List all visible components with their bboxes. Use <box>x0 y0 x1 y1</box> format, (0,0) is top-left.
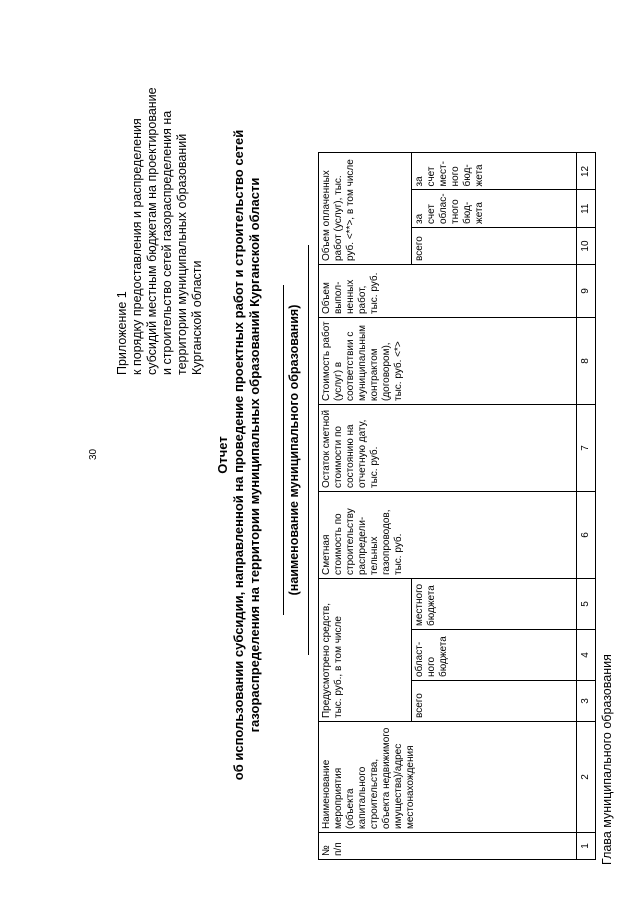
appendix-header <box>115 15 205 375</box>
report-title-line: газораспределения на территории муниципальных образований Курганской области <box>247 177 262 733</box>
header-cell-contract: Стоимость работ (услуг) в соответствии с муниципальным контрактом (договором), тыс. руб. <*> <box>319 318 577 405</box>
report-title-line: Отчет <box>215 436 230 474</box>
column-number: 6 <box>577 492 596 579</box>
header-cell-planned: Предусмотрено средств, тыс. руб., в том числе <box>319 579 412 722</box>
column-number: 3 <box>577 681 596 722</box>
divider-line <box>308 245 309 655</box>
column-number: 4 <box>577 630 596 681</box>
appendix-line: и строительство сетей газораспределения на <box>160 110 174 375</box>
header-cell-name: Наименование мероприятия (объекта капитального строительства, объекта недвижимого имущества)/адрес местонахождения <box>319 722 577 833</box>
column-number: 2 <box>577 722 596 833</box>
header-cell-paid-total: всего <box>412 228 577 265</box>
report-table <box>318 152 596 860</box>
municipality-fill-line <box>283 285 284 615</box>
column-number: 7 <box>577 405 596 492</box>
column-number: 8 <box>577 318 596 405</box>
appendix-line: субсидий местным бюджетам на проектирование <box>145 87 159 375</box>
header-cell-planned-total: всего <box>412 681 577 722</box>
report-title-line: об использовании субсидии, направленной на проведение проектных работ и строительство сетей <box>231 129 246 781</box>
header-cell-estimated: Сметная стоимость по строительству распредели- тельных газопроводов, тыс. руб. <box>319 492 577 579</box>
appendix-line: территории муниципальных образований <box>175 133 189 375</box>
header-cell-paid-regional: за счет облас- тного бюд- жета <box>412 190 577 228</box>
appendix-line: Приложение 1 <box>115 291 129 375</box>
header-cell-planned-local: местного бюджета <box>412 579 577 630</box>
header-cell-done: Объем выпол- ненных работ, тыс. руб. <box>319 265 577 318</box>
column-number: 12 <box>577 153 596 190</box>
column-number: 9 <box>577 265 596 318</box>
appendix-line: Курганской области <box>190 260 204 375</box>
header-cell-planned-regional: област- ного бюджета <box>412 630 577 681</box>
header-cell-paid-local: за счет мест- ного бюд- жета <box>412 153 577 190</box>
header-cell-paid: Объем оплаченных работ (услуг), тыс. руб. <**>, в том числе <box>319 153 412 265</box>
appendix-line: к порядку предоставления и распределения <box>130 118 144 375</box>
page-number: 30 <box>88 448 99 460</box>
report-title <box>215 85 263 825</box>
column-number: 5 <box>577 579 596 630</box>
column-number: 1 <box>577 833 596 860</box>
header-cell-remaining: Остаток сметной стоимости по состоянию на отчетную дату, тыс. руб. <box>319 405 577 492</box>
signature-label: Глава муниципального образования <box>600 654 614 865</box>
municipality-placeholder: (наименование муниципального образования) <box>287 304 301 596</box>
column-number: 10 <box>577 228 596 265</box>
column-number: 11 <box>577 190 596 228</box>
header-cell-num: № п/п <box>319 833 577 860</box>
